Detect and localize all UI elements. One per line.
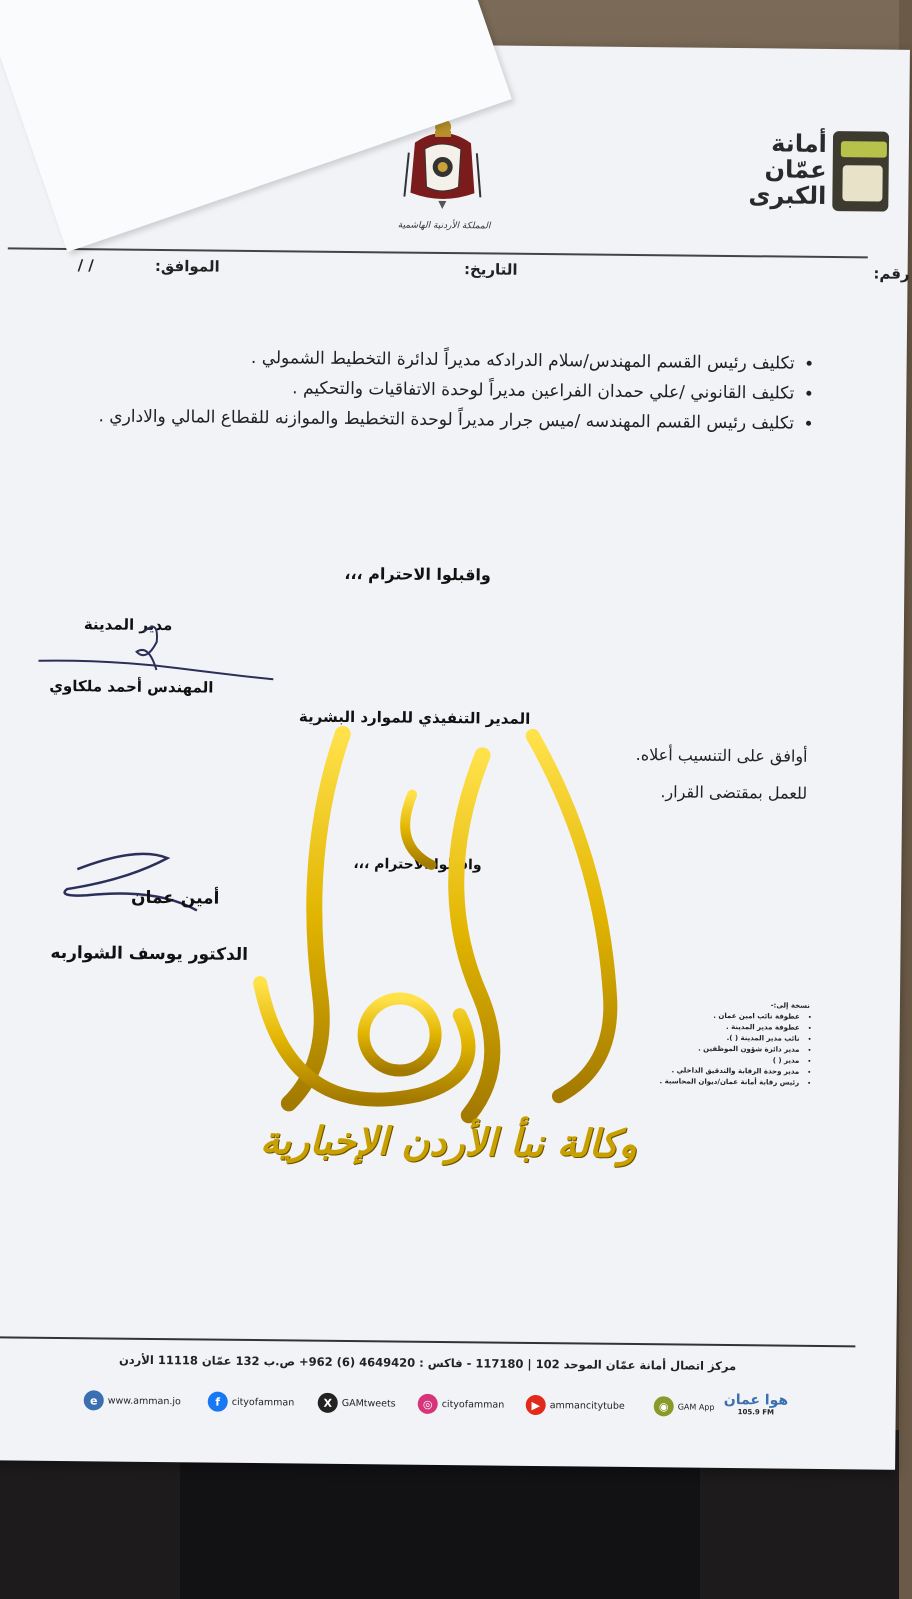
youtube-label: ammancitytube [549,1399,625,1412]
org-name-line3: الكبرى [748,181,827,210]
closing-text-2: واقبلوا الاحترام ،،، [353,856,482,874]
website-label: www.amman.jo [107,1395,181,1407]
globe-icon: e [84,1390,104,1410]
radio-frequency: 105.9 FM [737,1408,775,1417]
footer-divider [0,1336,855,1347]
cc-item: • رئيس رقابة أمانة عمان/ديوان المحاسبة . [649,1076,799,1089]
instagram-label: cityofamman [441,1398,505,1411]
cc-item: • عطوفة مدير المدينة . [650,1021,800,1034]
equiv-value: / / [77,256,94,275]
city-manager-signature [28,621,279,684]
cc-list [649,999,810,1089]
cc-item: • مدير ( ) [649,1054,799,1067]
facebook-icon: f [208,1392,228,1412]
letter-body [76,341,817,439]
gam-app-label: GAM App [677,1401,715,1412]
gam-badge-icon [832,131,889,212]
kingdom-text: المملكة الأردنية الهاشمية [397,220,491,232]
cc-title: نسخة إلى:- [770,1001,810,1010]
body-item: • تكليف القانوني /علي حمدان الفراعين مديراً لوحدة الاتفاقيات والتحكيم . [76,371,794,409]
instagram-icon: ◎ [418,1394,438,1414]
radio-name: هوا عمان [723,1391,789,1409]
city-manager-title: مدير المدينة [83,615,173,635]
ref-label: رقم: [873,264,910,283]
instagram-link[interactable] [418,1393,505,1416]
org-name-line1: أمانة [771,129,828,158]
footer-address: مركز اتصال أمانة عمّان الموحد 102 | 117180 - فاكس : 4649420 (6) 962+ ص.ب 132 عمّان 11118 الأردن [118,1352,737,1374]
cc-item: • عطوفة نائب امين عمان . [650,1010,800,1023]
watermark-caption: وكالة نبأ الأردن الإخبارية [259,1118,638,1167]
youtube-icon: ▶ [526,1395,546,1415]
city-manager-name: المهندس أحمد ملكاوي [49,676,214,697]
org-name-line2: عمّان [764,155,827,184]
equiv-label: الموافق: [154,256,220,276]
facebook-link[interactable] [208,1391,295,1414]
body-item: • تكليف رئيس القسم المهندسه /ميس جرار مديراً لوحدة التخطيط والموازنه للقطاع المالي والاداري . [76,401,794,439]
cc-item: • مدير دائرة شؤون الموظفين . [649,1043,799,1056]
approve-line2: للعمل بمقتضى القرار. [660,782,808,803]
x-link[interactable] [318,1392,396,1415]
app-icon: ◉ [654,1396,674,1416]
x-icon: X [318,1393,338,1413]
gam-app-link[interactable] [654,1395,715,1418]
header-divider [8,247,868,258]
website-link[interactable] [84,1389,181,1412]
mayor-title: أمين عمان [130,887,220,909]
cc-item: • مدير وحدة الرقابة والتدقيق الداخلي . [649,1065,799,1078]
cc-item: • نائب مدير المدينة ( ). [650,1032,800,1045]
body-item: • تكليف رئيس القسم المهندس/سلام الدرادكه مديراً لدائرة التخطيط الشمولي . [77,341,795,379]
radio-logo [724,1392,789,1417]
youtube-link[interactable] [526,1394,625,1417]
facebook-label: cityofamman [231,1396,295,1408]
closing-text: واقبلوا الاحترام ،،، [344,563,492,585]
date-label: التاريخ: [463,260,518,279]
mayor-name: الدكتور يوسف الشواربه [50,942,249,965]
hr-director-title: المدير التنفيذي للموارد البشرية [298,707,531,728]
x-label: GAMtweets [341,1397,396,1410]
gam-logo [748,130,889,219]
gam-logo-text [748,130,827,209]
approve-line1: أوافق على التنسيب أعلاه. [635,745,808,766]
letter-page [0,40,910,1470]
mayor-signature [47,849,248,921]
